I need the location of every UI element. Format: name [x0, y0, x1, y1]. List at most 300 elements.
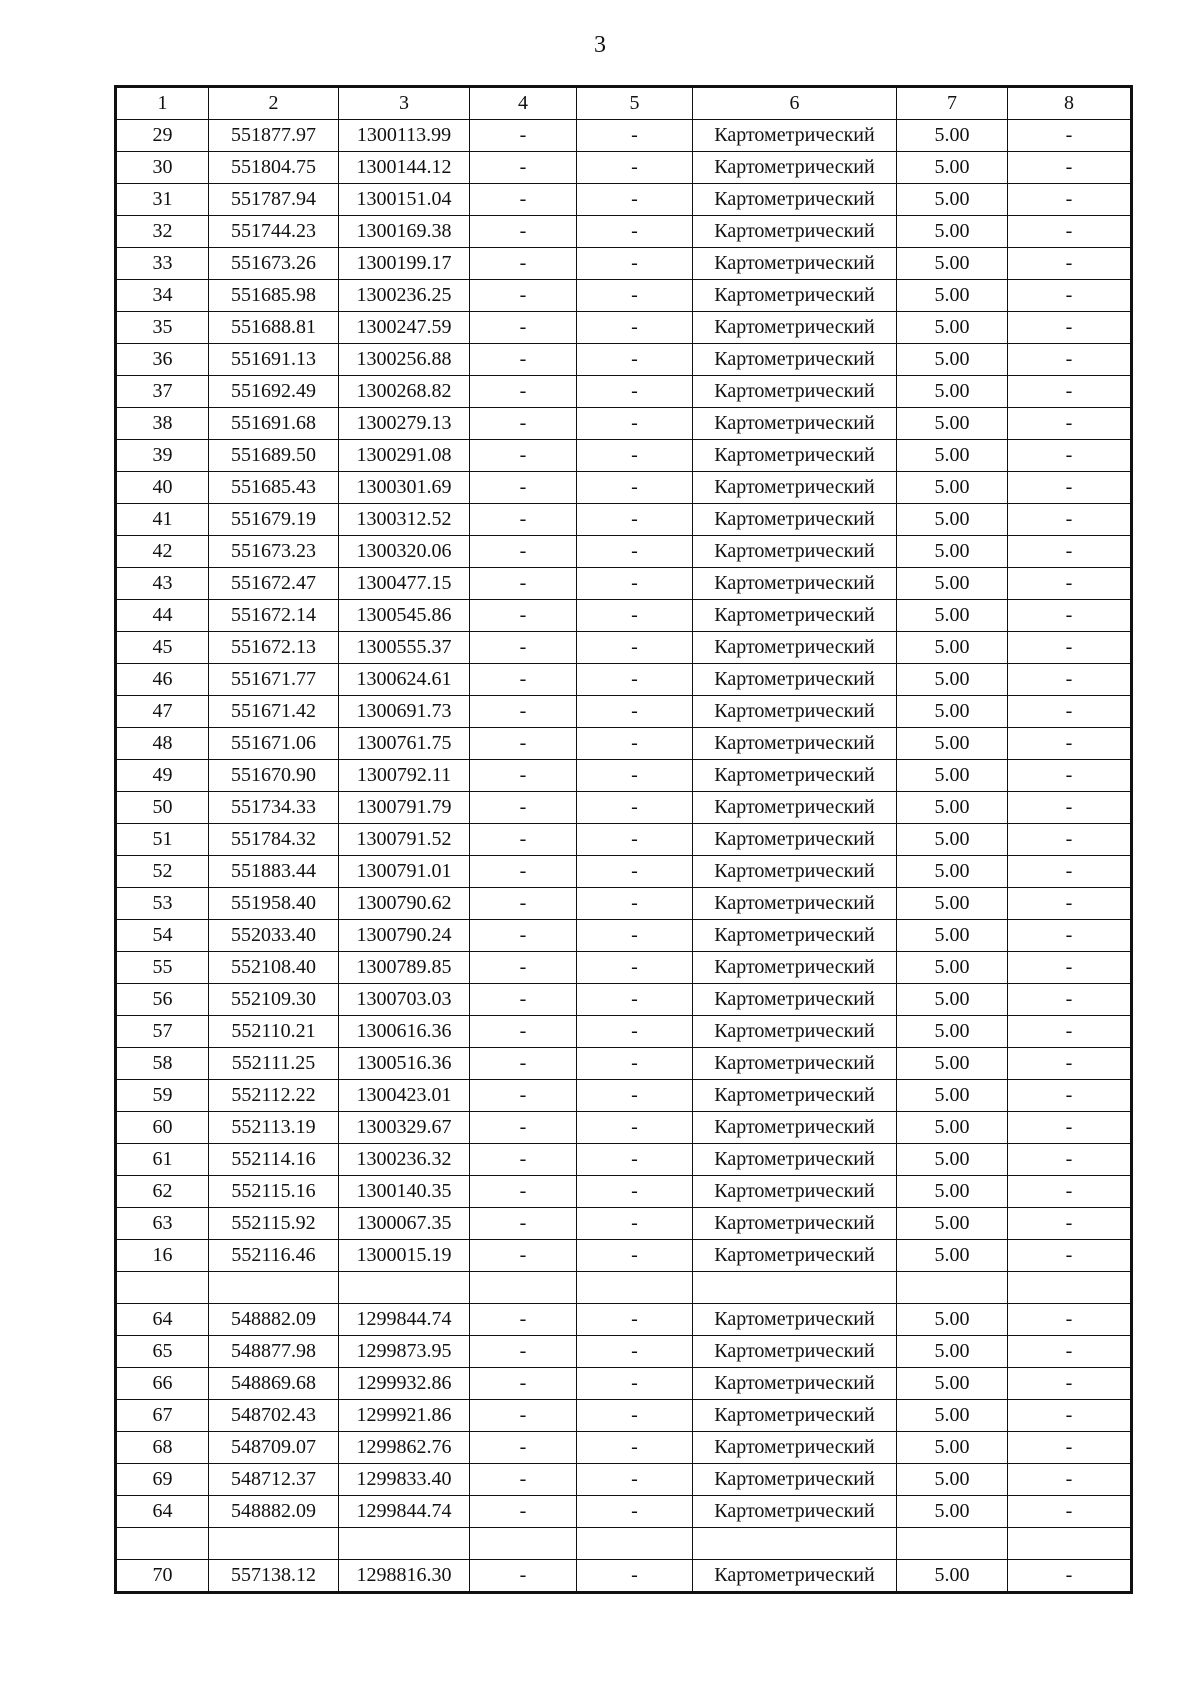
table-cell: - — [577, 1368, 693, 1400]
table-cell: - — [577, 344, 693, 376]
table-row — [116, 1016, 1132, 1048]
table-cell: - — [1008, 280, 1132, 312]
table-cell: 5.00 — [897, 600, 1008, 632]
table-cell: - — [1008, 152, 1132, 184]
table-cell: Картометрический — [693, 760, 897, 792]
table-cell: 44 — [116, 600, 209, 632]
table-cell: 1300279.13 — [339, 408, 470, 440]
table-cell: - — [470, 472, 577, 504]
table-cell — [116, 1272, 209, 1304]
table-cell: - — [1008, 184, 1132, 216]
table-cell: - — [1008, 1432, 1132, 1464]
table-cell: Картометрический — [693, 888, 897, 920]
table-row — [116, 1496, 1132, 1528]
table-cell: 42 — [116, 536, 209, 568]
table-row — [116, 888, 1132, 920]
table-cell: 552111.25 — [209, 1048, 339, 1080]
table-header-row — [116, 87, 1132, 120]
table-cell: - — [577, 1240, 693, 1272]
table-cell: - — [1008, 536, 1132, 568]
table-cell: 548882.09 — [209, 1496, 339, 1528]
table-row — [116, 1560, 1132, 1593]
table-row — [116, 1528, 1132, 1560]
table-cell: 552112.22 — [209, 1080, 339, 1112]
table-cell: 1299844.74 — [339, 1304, 470, 1336]
table-cell — [339, 1272, 470, 1304]
table-cell: 1300151.04 — [339, 184, 470, 216]
table-cell: - — [1008, 1208, 1132, 1240]
table-cell: Картометрический — [693, 1336, 897, 1368]
table-cell: 551787.94 — [209, 184, 339, 216]
table-cell: - — [470, 824, 577, 856]
table-row — [116, 1208, 1132, 1240]
table-row — [116, 1464, 1132, 1496]
table-cell: - — [470, 600, 577, 632]
table-cell: 5.00 — [897, 440, 1008, 472]
table-cell: - — [470, 1080, 577, 1112]
table-cell: 5.00 — [897, 1336, 1008, 1368]
table-cell: - — [470, 984, 577, 1016]
table-cell: 1300477.15 — [339, 568, 470, 600]
table-cell: 1300791.79 — [339, 792, 470, 824]
table-row — [116, 312, 1132, 344]
table-row — [116, 1304, 1132, 1336]
table-cell: - — [1008, 1176, 1132, 1208]
table-cell — [897, 1528, 1008, 1560]
table-cell: - — [470, 792, 577, 824]
column-header: 1 — [116, 87, 209, 120]
table-cell: - — [1008, 1080, 1132, 1112]
table-cell — [470, 1528, 577, 1560]
table-cell: 58 — [116, 1048, 209, 1080]
table-row — [116, 664, 1132, 696]
table-cell: 68 — [116, 1432, 209, 1464]
table-cell: 5.00 — [897, 1112, 1008, 1144]
table-cell: - — [577, 792, 693, 824]
table-cell: - — [470, 1176, 577, 1208]
table-row — [116, 632, 1132, 664]
table-cell: 551689.50 — [209, 440, 339, 472]
table-cell: - — [1008, 1016, 1132, 1048]
table-cell: - — [470, 664, 577, 696]
table-row — [116, 504, 1132, 536]
page-number: 3 — [594, 32, 606, 58]
table-cell: - — [1008, 952, 1132, 984]
table-cell: 1300545.86 — [339, 600, 470, 632]
table-cell: - — [470, 216, 577, 248]
table-cell: Картометрический — [693, 920, 897, 952]
table-row — [116, 760, 1132, 792]
table-cell: 1300169.38 — [339, 216, 470, 248]
table-cell: - — [470, 760, 577, 792]
table-cell: 36 — [116, 344, 209, 376]
table-cell: 5.00 — [897, 984, 1008, 1016]
table-row — [116, 408, 1132, 440]
table-cell: 5.00 — [897, 1240, 1008, 1272]
table-cell: 1300067.35 — [339, 1208, 470, 1240]
table-cell: 552116.46 — [209, 1240, 339, 1272]
table-cell — [339, 1528, 470, 1560]
table-cell: 5.00 — [897, 952, 1008, 984]
table-cell: 64 — [116, 1304, 209, 1336]
table-cell: - — [470, 856, 577, 888]
table-row — [116, 1080, 1132, 1112]
table-cell: Картометрический — [693, 824, 897, 856]
table-cell: Картометрический — [693, 1304, 897, 1336]
table-row — [116, 824, 1132, 856]
table-cell: - — [1008, 664, 1132, 696]
table-row — [116, 1176, 1132, 1208]
column-header: 4 — [470, 87, 577, 120]
table-row — [116, 1336, 1132, 1368]
table-cell: Картометрический — [693, 664, 897, 696]
table-cell: 5.00 — [897, 1368, 1008, 1400]
table-cell: 551688.81 — [209, 312, 339, 344]
table-cell: - — [577, 632, 693, 664]
table-cell: - — [577, 1144, 693, 1176]
table-cell: - — [470, 1240, 577, 1272]
table-cell: 551671.06 — [209, 728, 339, 760]
table-row — [116, 344, 1132, 376]
table-cell: - — [1008, 696, 1132, 728]
table-row — [116, 1432, 1132, 1464]
table-cell: - — [470, 152, 577, 184]
table-cell: 5.00 — [897, 536, 1008, 568]
table-cell: Картометрический — [693, 216, 897, 248]
table-row — [116, 1272, 1132, 1304]
table-cell: 62 — [116, 1176, 209, 1208]
table-cell: 66 — [116, 1368, 209, 1400]
table-cell: 5.00 — [897, 472, 1008, 504]
table-cell: - — [470, 344, 577, 376]
table-cell: Картометрический — [693, 632, 897, 664]
table-cell: Картометрический — [693, 1112, 897, 1144]
table-cell: 5.00 — [897, 1560, 1008, 1593]
table-cell: 551877.97 — [209, 120, 339, 152]
table-row — [116, 152, 1132, 184]
table-cell: 1300140.35 — [339, 1176, 470, 1208]
table-cell: Картометрический — [693, 1080, 897, 1112]
table-cell — [897, 1272, 1008, 1304]
table-cell: Картометрический — [693, 728, 897, 760]
table-cell: - — [577, 216, 693, 248]
table-cell: - — [470, 1368, 577, 1400]
table-cell: 1300113.99 — [339, 120, 470, 152]
table-cell: - — [577, 1016, 693, 1048]
table-cell: 1300236.25 — [339, 280, 470, 312]
table-cell — [470, 1272, 577, 1304]
table-cell: 5.00 — [897, 504, 1008, 536]
table-cell: Картометрический — [693, 952, 897, 984]
table-cell: 5.00 — [897, 216, 1008, 248]
table-cell: 1300790.24 — [339, 920, 470, 952]
table-cell: - — [577, 408, 693, 440]
table-cell: - — [470, 728, 577, 760]
table-cell: 551670.90 — [209, 760, 339, 792]
table-cell: - — [577, 184, 693, 216]
table-cell: - — [1008, 1048, 1132, 1080]
table-cell: - — [577, 440, 693, 472]
table-cell: - — [577, 568, 693, 600]
table-cell: Картометрический — [693, 440, 897, 472]
table-cell: 5.00 — [897, 824, 1008, 856]
table-cell: 551673.26 — [209, 248, 339, 280]
column-header: 3 — [339, 87, 470, 120]
table-cell: 551672.13 — [209, 632, 339, 664]
table-cell: 33 — [116, 248, 209, 280]
table-cell: - — [470, 1016, 577, 1048]
table-cell: 30 — [116, 152, 209, 184]
coordinates-table — [114, 85, 1133, 1594]
table-cell: - — [577, 280, 693, 312]
table-cell: 552114.16 — [209, 1144, 339, 1176]
column-header: 2 — [209, 87, 339, 120]
table-cell: - — [1008, 824, 1132, 856]
table-cell: - — [577, 1464, 693, 1496]
table-row — [116, 728, 1132, 760]
column-header: 7 — [897, 87, 1008, 120]
table-cell: - — [1008, 600, 1132, 632]
table-cell: 5.00 — [897, 408, 1008, 440]
table-cell: - — [470, 1496, 577, 1528]
table-cell: Картометрический — [693, 696, 897, 728]
table-cell: Картометрический — [693, 1464, 897, 1496]
table-cell: Картометрический — [693, 1016, 897, 1048]
table-cell: 1299921.86 — [339, 1400, 470, 1432]
table-cell: - — [1008, 984, 1132, 1016]
table-cell: Картометрический — [693, 792, 897, 824]
table-cell: - — [577, 760, 693, 792]
table-cell: 1299862.76 — [339, 1432, 470, 1464]
table-cell: - — [1008, 760, 1132, 792]
table-cell: 1300015.19 — [339, 1240, 470, 1272]
table-cell: - — [1008, 376, 1132, 408]
table-cell: 1300691.73 — [339, 696, 470, 728]
table-cell: 551784.32 — [209, 824, 339, 856]
table-cell: 551692.49 — [209, 376, 339, 408]
column-header: 5 — [577, 87, 693, 120]
table-cell: - — [577, 504, 693, 536]
table-cell: - — [577, 536, 693, 568]
table-body — [116, 120, 1132, 1593]
table-cell: 552109.30 — [209, 984, 339, 1016]
table-row — [116, 792, 1132, 824]
table-cell: 5.00 — [897, 1016, 1008, 1048]
table-cell: 1300616.36 — [339, 1016, 470, 1048]
table-row — [116, 536, 1132, 568]
table-row — [116, 1240, 1132, 1272]
table-cell: 1300423.01 — [339, 1080, 470, 1112]
column-header: 8 — [1008, 87, 1132, 120]
table-cell: Картометрический — [693, 1176, 897, 1208]
table-cell: Картометрический — [693, 376, 897, 408]
table-cell: 1300320.06 — [339, 536, 470, 568]
table-cell: - — [1008, 248, 1132, 280]
table-cell: 65 — [116, 1336, 209, 1368]
table-cell: - — [577, 1048, 693, 1080]
table-cell: 551679.19 — [209, 504, 339, 536]
table-cell: - — [1008, 1336, 1132, 1368]
table-cell: 57 — [116, 1016, 209, 1048]
table-cell: 55 — [116, 952, 209, 984]
table-cell: 551734.33 — [209, 792, 339, 824]
table-cell: Картометрический — [693, 280, 897, 312]
table-cell: - — [1008, 344, 1132, 376]
table-cell: - — [470, 632, 577, 664]
table-row — [116, 1368, 1132, 1400]
table-row — [116, 1112, 1132, 1144]
table-cell: 31 — [116, 184, 209, 216]
table-cell: - — [1008, 472, 1132, 504]
table-cell: 35 — [116, 312, 209, 344]
table-cell: 5.00 — [897, 696, 1008, 728]
table-cell: 32 — [116, 216, 209, 248]
table-cell: - — [470, 408, 577, 440]
table-cell: Картометрический — [693, 1240, 897, 1272]
table-cell: - — [1008, 1304, 1132, 1336]
table-cell: - — [1008, 1464, 1132, 1496]
table-cell: 1300247.59 — [339, 312, 470, 344]
table-cell — [693, 1272, 897, 1304]
table-cell: - — [470, 1304, 577, 1336]
table-cell: 5.00 — [897, 664, 1008, 696]
table-cell: - — [470, 504, 577, 536]
table-cell: 551671.42 — [209, 696, 339, 728]
table-row — [116, 1048, 1132, 1080]
table-cell: 1300624.61 — [339, 664, 470, 696]
table-cell: - — [1008, 120, 1132, 152]
table-cell: 5.00 — [897, 120, 1008, 152]
table-row — [116, 376, 1132, 408]
table-cell: 1299932.86 — [339, 1368, 470, 1400]
table-cell: - — [1008, 312, 1132, 344]
table-cell: - — [577, 1304, 693, 1336]
table-row — [116, 696, 1132, 728]
table-cell: 5.00 — [897, 1080, 1008, 1112]
table-cell: 5.00 — [897, 1496, 1008, 1528]
table-cell: - — [577, 376, 693, 408]
table-cell: 1300144.12 — [339, 152, 470, 184]
table-cell: 548869.68 — [209, 1368, 339, 1400]
table-cell: - — [470, 1400, 577, 1432]
table-cell: - — [1008, 1240, 1132, 1272]
table-cell: 5.00 — [897, 184, 1008, 216]
table-cell: 59 — [116, 1080, 209, 1112]
table-cell: Картометрический — [693, 568, 897, 600]
table-cell: Картометрический — [693, 312, 897, 344]
table-cell: - — [577, 472, 693, 504]
table-cell: 1300789.85 — [339, 952, 470, 984]
table-cell: 1300516.36 — [339, 1048, 470, 1080]
table-cell: Картометрический — [693, 344, 897, 376]
table-cell: - — [577, 1432, 693, 1464]
table-cell: 1300792.11 — [339, 760, 470, 792]
table-row — [116, 280, 1132, 312]
table-cell: 5.00 — [897, 312, 1008, 344]
table-cell: 41 — [116, 504, 209, 536]
table-cell: 551744.23 — [209, 216, 339, 248]
table-cell — [577, 1528, 693, 1560]
table-cell: - — [1008, 504, 1132, 536]
table-cell: 1300268.82 — [339, 376, 470, 408]
table-cell: 1299844.74 — [339, 1496, 470, 1528]
table-cell: - — [470, 1144, 577, 1176]
table-cell: 551804.75 — [209, 152, 339, 184]
table-cell: - — [577, 888, 693, 920]
table-cell: 5.00 — [897, 792, 1008, 824]
table-cell: 5.00 — [897, 888, 1008, 920]
table-cell: 551672.47 — [209, 568, 339, 600]
table-cell: 5.00 — [897, 632, 1008, 664]
table-cell: 548712.37 — [209, 1464, 339, 1496]
table-cell: - — [577, 1400, 693, 1432]
column-header: 6 — [693, 87, 897, 120]
table-cell: 1298816.30 — [339, 1560, 470, 1593]
table-cell: - — [577, 984, 693, 1016]
table-cell: - — [577, 952, 693, 984]
table-cell: 5.00 — [897, 856, 1008, 888]
table-cell — [693, 1528, 897, 1560]
table-cell: 1300256.88 — [339, 344, 470, 376]
table-cell: - — [577, 1208, 693, 1240]
table-cell: 548709.07 — [209, 1432, 339, 1464]
table-cell: 552115.16 — [209, 1176, 339, 1208]
table-cell: 551671.77 — [209, 664, 339, 696]
table-cell: 34 — [116, 280, 209, 312]
table-cell: - — [1008, 1112, 1132, 1144]
table-cell: 552113.19 — [209, 1112, 339, 1144]
table-cell: - — [1008, 888, 1132, 920]
table-cell: - — [470, 888, 577, 920]
table-cell: 1300312.52 — [339, 504, 470, 536]
table-cell: Картометрический — [693, 184, 897, 216]
table-cell: - — [577, 1336, 693, 1368]
table-cell: 38 — [116, 408, 209, 440]
table-cell: 5.00 — [897, 1400, 1008, 1432]
table-cell — [116, 1528, 209, 1560]
table-row — [116, 472, 1132, 504]
table-cell: 48 — [116, 728, 209, 760]
table-cell: - — [1008, 856, 1132, 888]
table-cell: 1300703.03 — [339, 984, 470, 1016]
table-cell: 5.00 — [897, 248, 1008, 280]
table-cell: 61 — [116, 1144, 209, 1176]
table-cell: 1300555.37 — [339, 632, 470, 664]
table-cell: 67 — [116, 1400, 209, 1432]
table-cell: 47 — [116, 696, 209, 728]
table-cell: - — [470, 696, 577, 728]
table-cell: - — [470, 1208, 577, 1240]
table-row — [116, 216, 1132, 248]
table-cell: 5.00 — [897, 760, 1008, 792]
table-cell: - — [470, 440, 577, 472]
table-cell: 551673.23 — [209, 536, 339, 568]
table-cell: - — [470, 376, 577, 408]
table-cell: 40 — [116, 472, 209, 504]
table-cell: 29 — [116, 120, 209, 152]
table-cell: - — [470, 280, 577, 312]
table-cell: - — [577, 856, 693, 888]
table-cell: Картометрический — [693, 1048, 897, 1080]
table-cell: - — [470, 248, 577, 280]
table-row — [116, 920, 1132, 952]
table-cell: - — [470, 184, 577, 216]
table-cell: Картометрический — [693, 856, 897, 888]
table-cell: 63 — [116, 1208, 209, 1240]
table-cell — [209, 1272, 339, 1304]
table-cell: 552033.40 — [209, 920, 339, 952]
table-cell: 5.00 — [897, 1304, 1008, 1336]
